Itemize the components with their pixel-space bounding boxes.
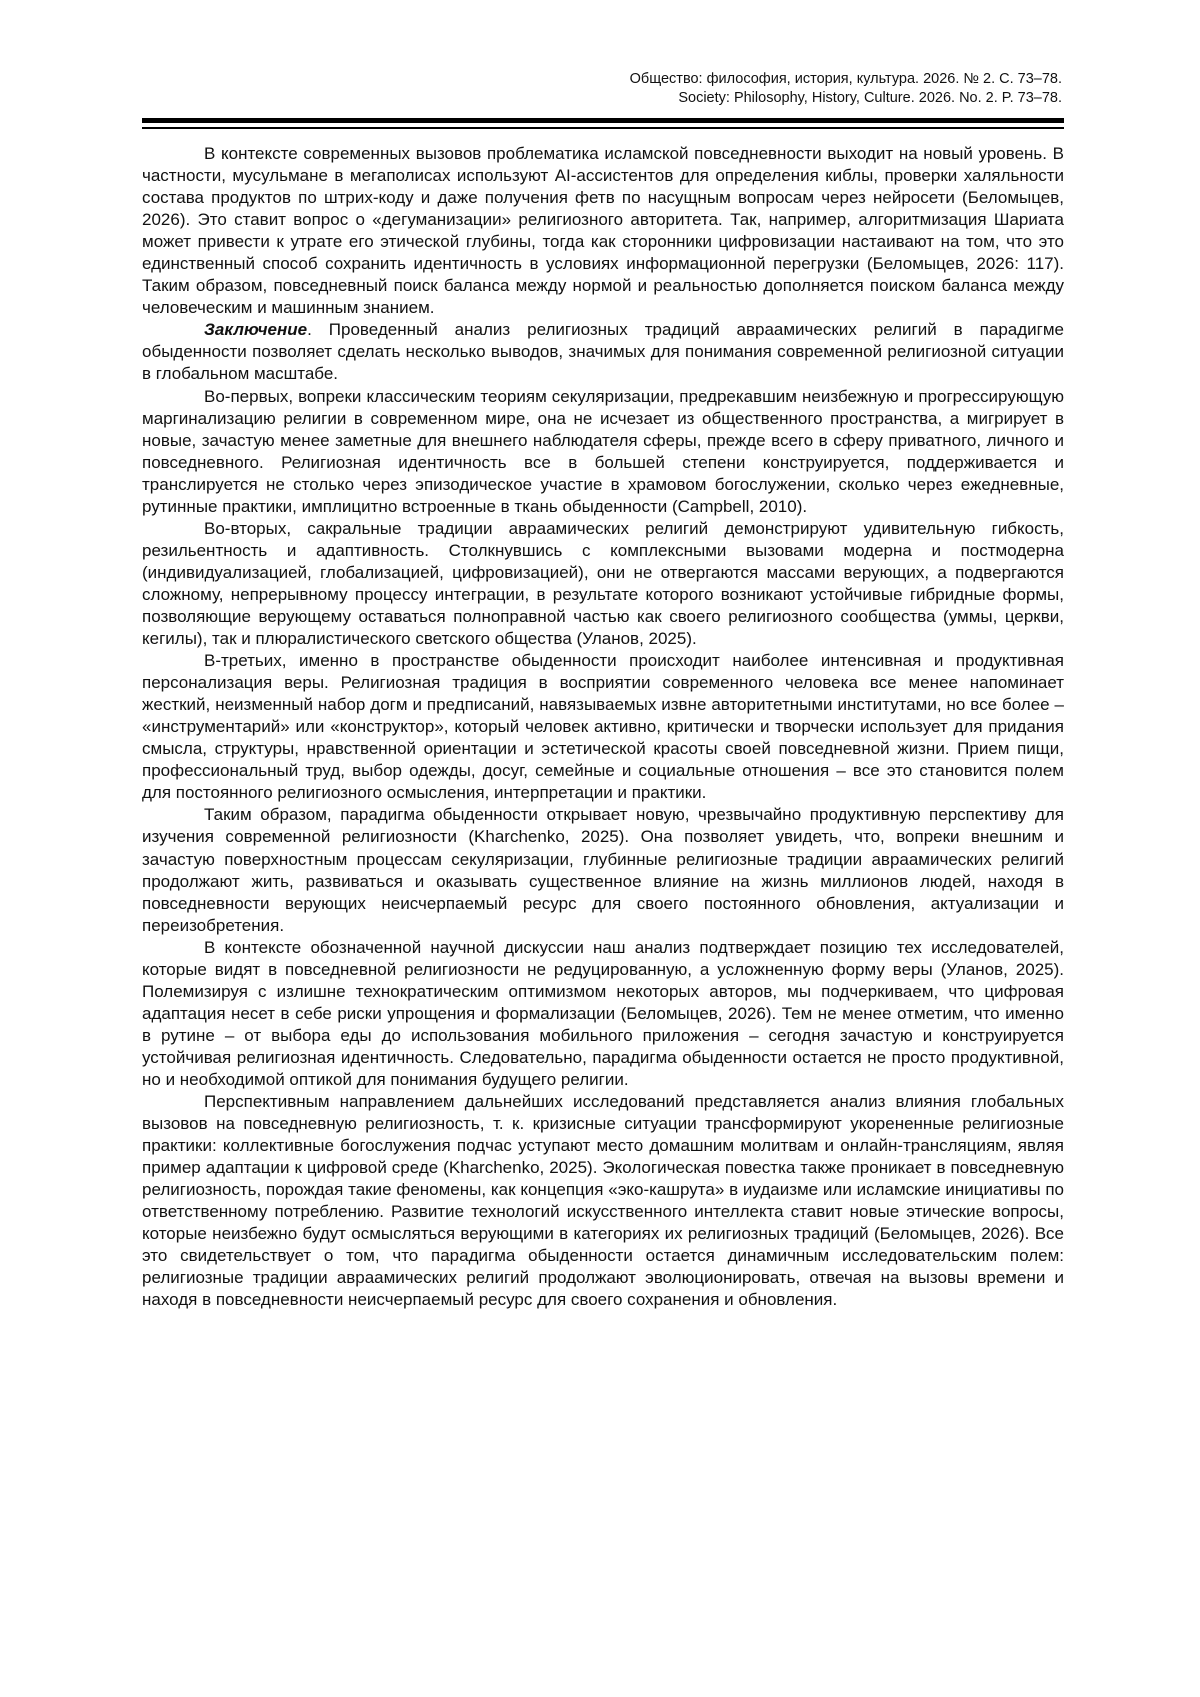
paragraph-second-point: Во-вторых, сакральные традиции авраамических религий демонстрируют удивительную гибкость, резильентность и адаптивность. Столкнувшись с комплексными вызовами модерна и постмодерна (индивидуализацией, глобализацией, цифровизацией), они не отвергаются массами верующих, а подвергаются сложному, непрерывному процессу интеграции, в результате которого возникают устойчивые гибридные формы, позволяющие верующему оставаться полноправной частью как своего религиозного сообщества (уммы, церкви, кегилы), так и плюралистического светского общества (Уланов, 2025). xyxy=(142,518,1064,649)
header-citation-ru: Общество: философия, история, культура. 2026. № 2. С. 73–78. xyxy=(629,71,1062,87)
paragraph-future-research: Перспективным направлением дальнейших исследований представляется анализ влияния глобальных вызовов на повседневную религиозность, т. к. кризисные ситуации трансформируют укорененные религиозные практики: коллективные богослужения подчас уступают место домашним молитвам и онлайн-трансляциям, являя пример адаптации к цифровой среде (Kharchenko, 2025). Экологическая повестка также проникает в повседневную религиозность, порождая такие феномены, как концепция «эко-кашрута» в иудаизме или исламские инициативы по ответственному потреблению. Развитие технологий искусственного интеллекта ставит новые этические вопросы, которые неизбежно будут осмысляться верующими в категориях их религиозных традиций (Беломыцев, 2026). Все это свидетельствует о том, что парадигма обыденности остается динамичным исследовательским полем: религиозные традиции авраамических религий продолжают эволюционировать, отвечая на вызовы времени и находя в повседневности неисчерпаемый ресурс для своего сохранения и обновления. xyxy=(142,1092,1064,1310)
header-citation-en: Society: Philosophy, History, Culture. 2026. No. 2. P. 73–78. xyxy=(678,90,1062,106)
running-header xyxy=(142,70,1062,108)
paragraph-first-point: Во-первых, вопреки классическим теориям секуляризации, предрекавшим неизбежную и прогрессирующую маргинализацию религии в современном мире, она не исчезает из общественного пространства, а мигрирует в новые, зачастую менее заметные для внешнего наблюдателя сферы, прежде всего в сферу приватного, личного и повседневного. Религиозная идентичность все в большей степени конструируется, поддерживается и транслируется не столько через эпизодическое участие в храмовом богослужении, сколько через ежедневные, рутинные практики, имплицитно встроенные в ткань обыденности (Campbell, 2010). xyxy=(142,386,1064,516)
paragraph-conclusion xyxy=(142,319,1064,385)
conclusion-intro-text: . Проведенный анализ религиозных традиций авраамических религий в парадигме обыденности позволяет сделать несколько выводов, значимых для понимания современной религиозной ситуации в глобальном масштабе. xyxy=(142,320,1064,384)
header-rule-thick xyxy=(142,118,1064,123)
article-body xyxy=(142,143,1064,1311)
paragraph-islamic-daily-life: В контексте современных вызовов проблематика исламской повседневности выходит на новый уровень. В частности, мусульмане в мегаполисах используют AI-ассистентов для определения киблы, проверки халяльности состава продуктов по штрих-коду и даже получения фетв по насущным вопросам через нейросети (Беломыцев, 2026). Это ставит вопрос о «дегуманизации» религиозного авторитета. Так, например, алгоритмизация Шариата может привести к утрате его этической глубины, тогда как сторонники цифровизации настаивают на том, что это единственный способ сохранить идентичность в условиях информационной перегрузки (Беломыцев, 2026: 117). Таким образом, повседневный поиск баланса между нормой и реальностью дополняется поиском баланса между человеческим и машинным знанием. xyxy=(142,144,1064,318)
paragraph-summary: Таким образом, парадигма обыденности открывает новую, чрезвычайно продуктивную перспективу для изучения современной религиозности (Kharchenko, 2025). Она позволяет увидеть, что, вопреки внешним и зачастую поверхностным процессам секуляризации, глубинные религиозные традиции авраамических религий продолжают жить, развиваться и оказывать существенное влияние на жизнь миллионов людей, находя в повседневности верующих неисчерпаемый ресурс для своего постоянного обновления, актуализации и переизобретения. xyxy=(142,805,1064,935)
header-rule-thin xyxy=(142,127,1064,129)
conclusion-heading: Заключение xyxy=(204,320,308,340)
paragraph-third-point: В-третьих, именно в пространстве обыденности происходит наиболее интенсивная и продуктивная персонализация веры. Религиозная традиция в восприятии современного человека все менее напоминает жесткий, неизменный набор догм и предписаний, навязываемых извне авторитетными институтами, но все более – «инструментарий» или «конструктор», который человек активно, критически и творчески использует для придания смысла, структуры, нравственной ориентации и эстетической красоты своей повседневной жизни. Прием пищи, профессиональный труд, выбор одежды, досуг, семейные и социальные отношения – все это становится полем для постоянного религиозного осмысления, интерпретации и практики. xyxy=(142,651,1064,803)
paragraph-discussion: В контексте обозначенной научной дискуссии наш анализ подтверждает позицию тех исследователей, которые видят в повседневной религиозности не редуцированную, а усложненную форму веры (Уланов, 2025). Полемизируя с излишне технократическим оптимизмом некоторых авторов, мы подчеркиваем, что цифровая адаптация несет в себе риски упрощения и формализации (Беломыцев, 2026). Тем не менее отметим, что именно в рутине – от выбора еды до использования мобильного приложения – сегодня зачастую и конструируется устойчивая религиозная идентичность. Следовательно, парадигма обыденности остается не просто продуктивной, но и необходимой оптикой для понимания будущего религии. xyxy=(142,937,1064,1089)
